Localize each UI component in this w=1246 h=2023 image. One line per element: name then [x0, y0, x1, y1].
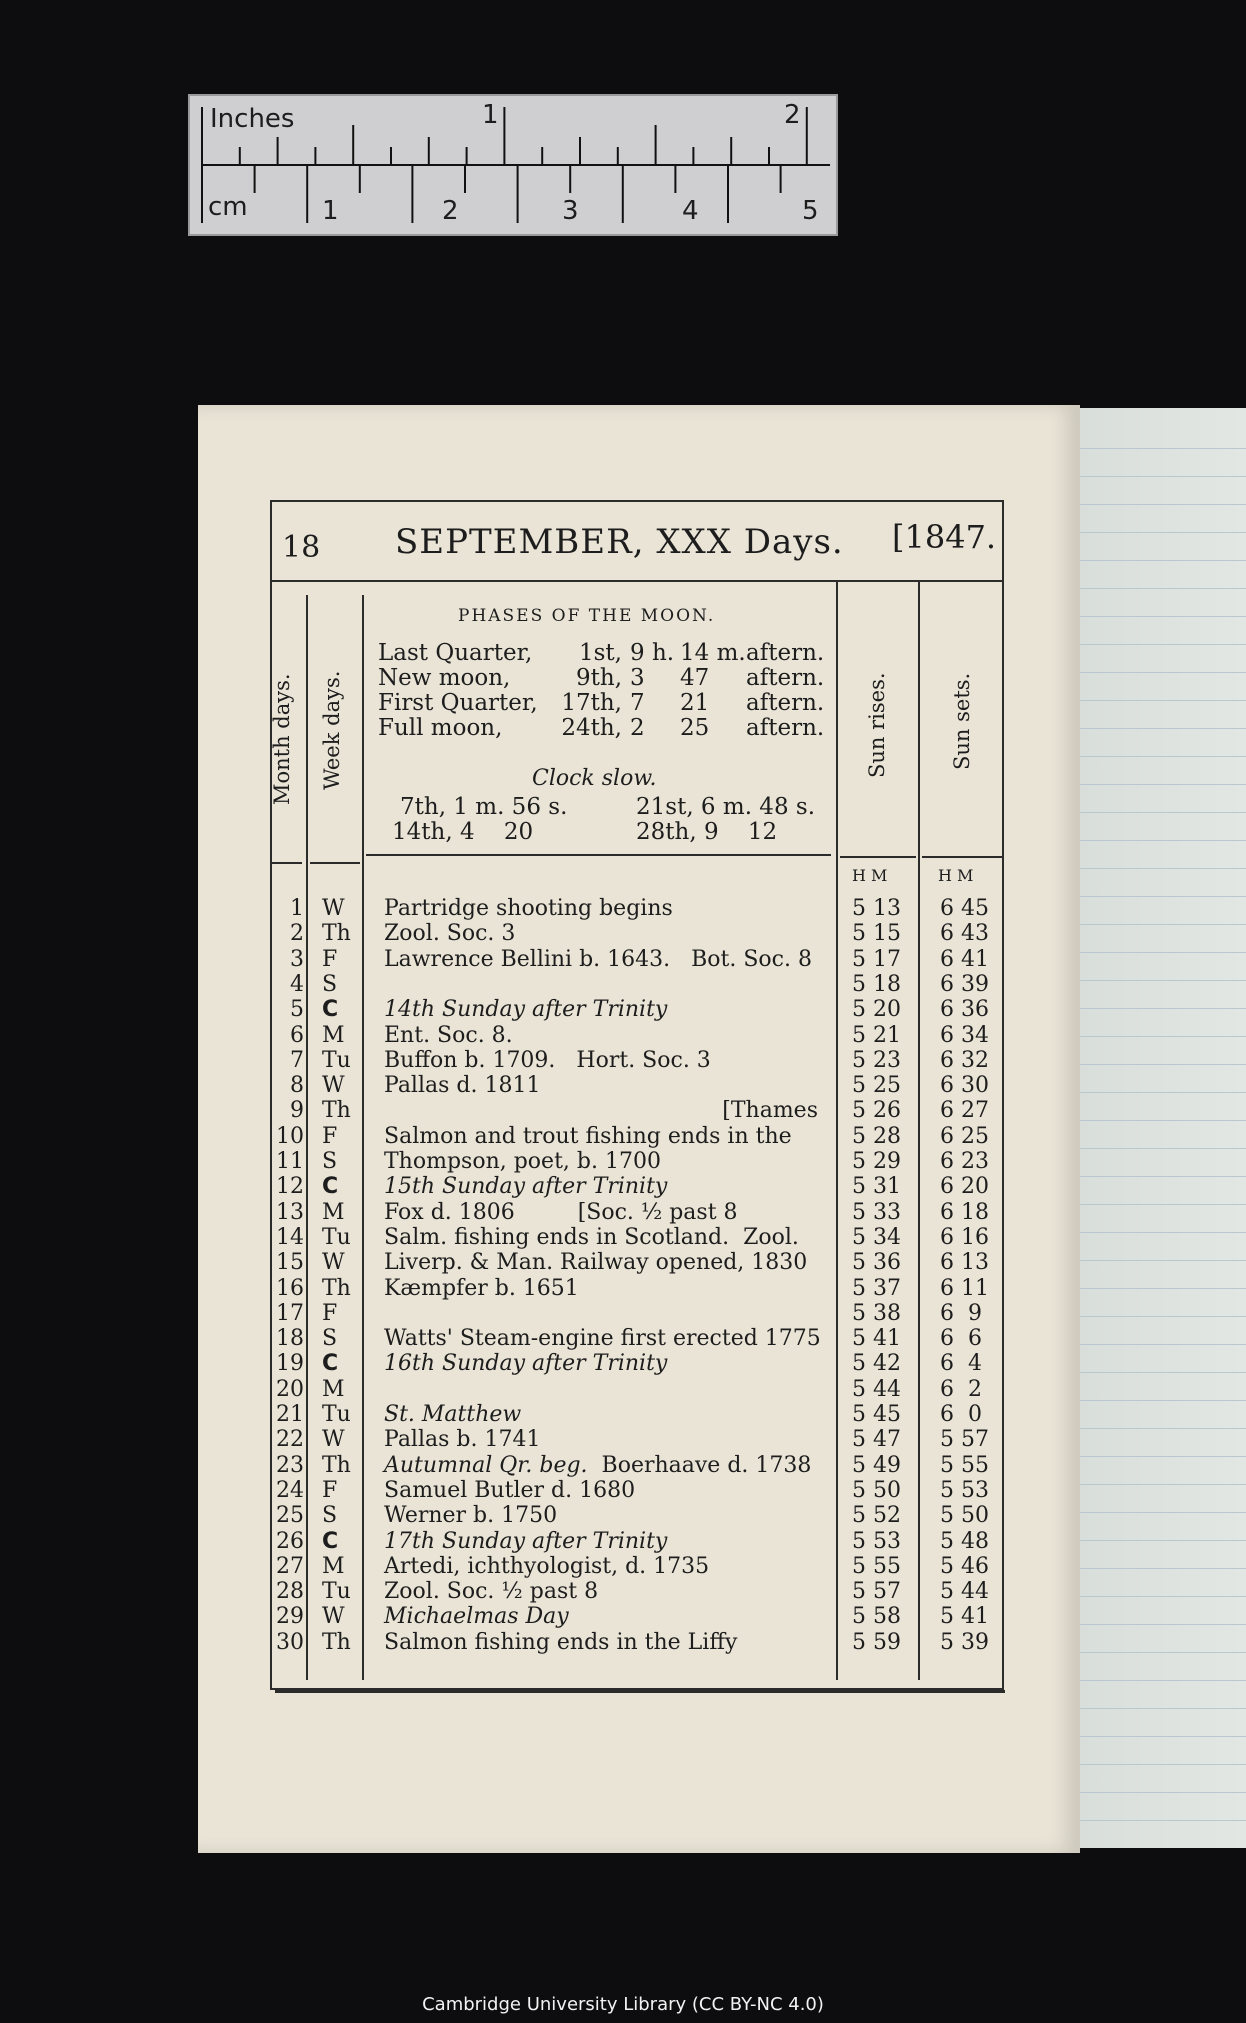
ruled-line	[1058, 1680, 1246, 1681]
ruled-line	[1058, 1064, 1246, 1065]
month-day: 23	[276, 1452, 304, 1478]
inch-number: 2	[784, 100, 801, 130]
sunset-time: 6 4	[940, 1351, 982, 1377]
phase-date: 1st,	[579, 640, 622, 666]
sunset-time: 6 41	[940, 946, 989, 972]
ruled-line	[1058, 1204, 1246, 1205]
sunrise-time: 5 23	[852, 1047, 901, 1073]
sunset-time: 6 13	[940, 1250, 989, 1276]
sun-sets-header: Sun sets.	[950, 672, 974, 770]
week-day: F	[322, 1300, 338, 1326]
sunset-time: 6 34	[940, 1022, 989, 1048]
clock-slow-entry: 7th, 1 m. 56 s.	[400, 794, 568, 820]
ruled-line	[1058, 532, 1246, 533]
sunset-time: 6 43	[940, 921, 989, 947]
month-day: 6	[290, 1022, 304, 1048]
week-day: M	[322, 1022, 345, 1048]
ruled-line	[1058, 784, 1246, 785]
event-text: Salmon fishing ends in the Liffy	[384, 1629, 738, 1655]
sunrise-time: 5 17	[852, 946, 901, 972]
sunrise-time: 5 59	[852, 1629, 901, 1655]
week-day: W	[322, 1073, 345, 1099]
month-day: 16	[276, 1275, 304, 1301]
sunrise-time: 5 31	[852, 1174, 901, 1200]
ruled-line	[1058, 868, 1246, 869]
event-text: Zool. Soc. 3	[384, 921, 516, 947]
sunrise-time: 5 33	[852, 1199, 901, 1225]
sunrise-time: 5 41	[852, 1326, 901, 1352]
week-day: M	[322, 1376, 345, 1402]
scale-ruler	[188, 94, 838, 236]
month-day: 26	[276, 1528, 304, 1554]
sunset-time: 5 46	[940, 1553, 989, 1579]
hm-label: H M	[938, 866, 974, 885]
sunrise-time: 5 44	[852, 1376, 901, 1402]
sunrise-time: 5 25	[852, 1073, 901, 1099]
page-number: 18	[282, 530, 321, 565]
sunrise-time: 5 47	[852, 1427, 901, 1453]
facing-page	[1058, 408, 1246, 1848]
month-day: 20	[276, 1376, 304, 1402]
sunset-time: 6 0	[940, 1402, 982, 1427]
sunset-time: 6 39	[940, 971, 989, 997]
month-day: 27	[276, 1553, 304, 1579]
phase-date: 17th,	[561, 690, 622, 716]
ruled-line	[1058, 980, 1246, 981]
ruled-line	[1058, 1344, 1246, 1345]
ruled-line	[1058, 896, 1246, 897]
sunset-time: 6 6	[940, 1326, 982, 1352]
month-day: 24	[276, 1477, 304, 1503]
event-text: Fox d. 1806 [Soc. ½ past 8	[384, 1199, 738, 1225]
column-divider	[918, 582, 920, 1680]
cm-number: 5	[802, 196, 819, 226]
sunrise-time: 5 36	[852, 1250, 901, 1276]
week-day: S	[322, 971, 338, 997]
ruled-line	[1058, 1624, 1246, 1625]
cm-number: 1	[322, 196, 339, 226]
event-text: Thompson, poet, b. 1700	[384, 1149, 661, 1174]
phase-minute: 47	[680, 665, 710, 691]
sunrise-time: 5 38	[852, 1300, 901, 1326]
event-text: Buffon b. 1709. Hort. Soc. 3	[384, 1047, 711, 1073]
week-day: Tu	[322, 1047, 351, 1073]
sunset-time: 6 36	[940, 997, 989, 1023]
sunset-time: 5 53	[940, 1477, 989, 1503]
month-day: 17	[276, 1300, 304, 1326]
week-day: Tu	[322, 1579, 351, 1605]
event-text: Watts' Steam-engine first erected 1775	[384, 1326, 821, 1352]
sunrise-time: 5 15	[852, 921, 901, 947]
month-day: 10	[276, 1123, 304, 1149]
week-day: W	[322, 896, 345, 921]
event-text: Samuel Butler d. 1680	[384, 1477, 636, 1503]
event-text: Autumnal Qr. beg. Boerhaave d. 1738	[384, 1452, 812, 1478]
sunrise-time: 5 26	[852, 1098, 901, 1124]
week-day: Th	[322, 1098, 351, 1124]
header-underline	[272, 862, 302, 864]
sunset-time: 5 48	[940, 1528, 989, 1554]
ruled-line	[1058, 1652, 1246, 1653]
header-rule	[270, 580, 1004, 582]
ruled-line	[1058, 1400, 1246, 1401]
sunset-time: 6 16	[940, 1224, 989, 1250]
month-day: 18	[276, 1326, 304, 1352]
month-day: 13	[276, 1199, 304, 1225]
phase-time-of-day: aftern.	[746, 690, 825, 716]
ruled-line	[1058, 1540, 1246, 1541]
ruled-line	[1058, 1484, 1246, 1485]
month-day: 2	[290, 921, 304, 947]
event-text: Pallas b. 1741	[384, 1427, 541, 1453]
clock-slow-entry: 28th, 9 12	[636, 819, 778, 845]
month-day: 30	[276, 1629, 304, 1655]
sunrise-time: 5 52	[852, 1503, 901, 1529]
week-day: F	[322, 1123, 338, 1149]
month-day: 15	[276, 1250, 304, 1276]
ruled-line	[1058, 1568, 1246, 1569]
month-day: 21	[276, 1402, 304, 1427]
sunset-time: 5 39	[940, 1629, 989, 1655]
event-text: Liverp. & Man. Railway opened, 1830	[384, 1250, 808, 1276]
event-text: 17th Sunday after Trinity	[384, 1528, 668, 1554]
ruled-line	[1058, 1148, 1246, 1149]
header-underline	[310, 862, 360, 864]
clock-slow-title: Clock slow.	[532, 766, 657, 791]
sunrise-time: 5 34	[852, 1224, 901, 1250]
sunset-time: 6 23	[940, 1149, 989, 1174]
ruled-line	[1058, 728, 1246, 729]
month-day: 29	[276, 1604, 304, 1630]
month-day: 14	[276, 1224, 304, 1250]
sunrise-time: 5 28	[852, 1123, 901, 1149]
phase-time-of-day: aftern.	[746, 715, 825, 741]
ruled-line	[1058, 1512, 1246, 1513]
sunset-time: 5 41	[940, 1604, 989, 1630]
ruled-line	[1058, 1736, 1246, 1737]
week-day: S	[322, 1149, 338, 1174]
ruled-line	[1058, 1456, 1246, 1457]
week-day: F	[322, 1477, 338, 1503]
phase-time-of-day: aftern.	[746, 665, 825, 691]
sunset-time: 5 44	[940, 1579, 989, 1605]
month-day: 25	[276, 1503, 304, 1529]
cm-number: 2	[442, 196, 459, 226]
week-day: W	[322, 1250, 345, 1276]
year-label: [1847.	[892, 518, 997, 556]
ruled-line	[1058, 560, 1246, 561]
ruled-line	[1058, 1288, 1246, 1289]
ruled-line	[1058, 924, 1246, 925]
ruled-line	[1058, 1176, 1246, 1177]
sunrise-time: 5 18	[852, 971, 901, 997]
week-day: S	[322, 1326, 338, 1352]
month-day: 22	[276, 1427, 304, 1453]
phase-minute: 14 m.	[680, 640, 746, 666]
sunrise-time: 5 50	[852, 1477, 901, 1503]
sunrise-time: 5 55	[852, 1553, 901, 1579]
ruled-line	[1058, 448, 1246, 449]
month-day: 8	[290, 1073, 304, 1099]
month-day: 9	[290, 1098, 304, 1124]
month-day: 12	[276, 1174, 304, 1200]
sunrise-time: 5 53	[852, 1528, 901, 1554]
sunset-time: 5 50	[940, 1503, 989, 1529]
ruled-line	[1058, 1596, 1246, 1597]
sunset-time: 5 57	[940, 1427, 989, 1453]
event-text: Lawrence Bellini b. 1643. Bot. Soc. 8	[384, 946, 812, 972]
event-text: Salm. fishing ends in Scotland. Zool.	[384, 1224, 799, 1250]
ruled-line	[1058, 1036, 1246, 1037]
frame-bottom-rule	[275, 1690, 1005, 1693]
event-text: 15th Sunday after Trinity	[384, 1174, 668, 1200]
event-text: Kæmpfer b. 1651	[384, 1275, 579, 1301]
inches-label: Inches	[210, 104, 295, 134]
phase-name: New moon,	[378, 665, 511, 691]
sunset-time: 6 2	[940, 1376, 982, 1402]
phase-name: Full moon,	[378, 715, 503, 741]
sunset-time: 6 20	[940, 1174, 989, 1200]
event-text: 16th Sunday after Trinity	[384, 1351, 668, 1377]
sunset-time: 5 55	[940, 1452, 989, 1478]
sun-rises-header: Sun rises.	[865, 672, 889, 778]
header-underline	[840, 856, 916, 858]
column-divider	[836, 582, 838, 1680]
phases-title: PHASES OF THE MOON.	[458, 606, 716, 626]
week-day: W	[322, 1427, 345, 1453]
week-day: Th	[322, 1629, 351, 1655]
week-day: S	[322, 1503, 338, 1529]
cm-number: 3	[562, 196, 579, 226]
month-day: 4	[290, 971, 304, 997]
week-day: Th	[322, 1452, 351, 1478]
hm-label: H M	[852, 866, 888, 885]
ruled-line	[1058, 1120, 1246, 1121]
cm-label: cm	[208, 192, 248, 222]
phase-hour: 9 h.	[630, 640, 675, 666]
event-text: Artedi, ichthyologist, d. 1735	[384, 1553, 710, 1579]
ruled-line	[1058, 840, 1246, 841]
sunrise-time: 5 42	[852, 1351, 901, 1377]
phase-minute: 21	[680, 690, 710, 716]
phase-name: Last Quarter,	[378, 640, 533, 666]
event-text: Ent. Soc. 8.	[384, 1022, 513, 1048]
event-text: Salmon and trout fishing ends in the	[384, 1123, 792, 1149]
column-divider	[362, 595, 364, 1680]
phase-name: First Quarter,	[378, 690, 538, 716]
ruled-line	[1058, 1008, 1246, 1009]
month-day: 19	[276, 1351, 304, 1377]
phase-hour: 2	[630, 715, 645, 741]
sunrise-time: 5 20	[852, 997, 901, 1023]
ruled-line	[1058, 616, 1246, 617]
header-underline	[922, 856, 1002, 858]
week-day: Tu	[322, 1402, 351, 1427]
ruled-line	[1058, 1316, 1246, 1317]
sunrise-time: 5 13	[852, 896, 901, 921]
sunset-time: 6 32	[940, 1047, 989, 1073]
event-text-continuation: Boerhaave d. 1738	[587, 1452, 812, 1478]
ruled-line	[1058, 1792, 1246, 1793]
column-divider	[306, 595, 308, 1680]
phase-hour: 7	[630, 690, 645, 716]
ruled-line	[1058, 644, 1246, 645]
week-day: Tu	[322, 1224, 351, 1250]
ruled-line	[1058, 1428, 1246, 1429]
sunrise-time: 5 29	[852, 1149, 901, 1174]
sunset-time: 6 30	[940, 1073, 989, 1099]
inch-number: 1	[482, 100, 499, 130]
sunset-time: 6 27	[940, 1098, 989, 1124]
sunset-time: 6 9	[940, 1300, 982, 1326]
clock-slow-entry: 14th, 4 20	[392, 819, 534, 845]
ruled-line	[1058, 588, 1246, 589]
week-day: Th	[322, 921, 351, 947]
ruled-line	[1058, 812, 1246, 813]
event-text: [Thames	[722, 1098, 818, 1124]
phase-date: 9th,	[576, 665, 622, 691]
week-day: M	[322, 1199, 345, 1225]
phase-hour: 3	[630, 665, 645, 691]
month-day: 5	[290, 997, 304, 1023]
sunset-time: 6 25	[940, 1123, 989, 1149]
event-text: Pallas d. 1811	[384, 1073, 541, 1099]
phase-date: 24th,	[561, 715, 622, 741]
ruled-line	[1058, 952, 1246, 953]
ruled-line	[1058, 1708, 1246, 1709]
ruled-line	[1058, 1764, 1246, 1765]
week-day: F	[322, 946, 338, 972]
clock-slow-entry: 21st, 6 m. 48 s.	[636, 794, 816, 820]
sunrise-time: 5 57	[852, 1579, 901, 1605]
ruled-line	[1058, 1372, 1246, 1373]
sunrise-time: 5 37	[852, 1275, 901, 1301]
week-day: C	[322, 1528, 339, 1554]
week-day: Th	[322, 1275, 351, 1301]
event-text: Michaelmas Day	[384, 1604, 569, 1630]
ruled-line	[1058, 504, 1246, 505]
phase-time-of-day: aftern.	[746, 640, 825, 666]
week-day: M	[322, 1553, 345, 1579]
header-underline	[366, 854, 831, 856]
image-credit: Cambridge University Library (CC BY-NC 4.0)	[422, 1994, 824, 2015]
week-day: C	[322, 997, 339, 1023]
month-days-header: Month days.	[270, 673, 294, 805]
page-title: SEPTEMBER, XXX Days.	[395, 522, 844, 562]
month-day: 3	[290, 946, 304, 972]
week-day: C	[322, 1351, 339, 1377]
event-text: 14th Sunday after Trinity	[384, 997, 668, 1023]
sunrise-time: 5 45	[852, 1402, 901, 1427]
sunrise-time: 5 21	[852, 1022, 901, 1048]
ruled-line	[1058, 700, 1246, 701]
ruled-line	[1058, 476, 1246, 477]
week-day: W	[322, 1604, 345, 1630]
event-text: Partridge shooting begins	[384, 896, 673, 921]
sunrise-time: 5 49	[852, 1452, 901, 1478]
event-text: St. Matthew	[384, 1402, 522, 1427]
ruled-line	[1058, 756, 1246, 757]
ruled-line	[1058, 1260, 1246, 1261]
cm-number: 4	[682, 196, 699, 226]
ruled-line	[1058, 1092, 1246, 1093]
ruled-line	[1058, 1820, 1246, 1821]
sunset-time: 6 11	[940, 1275, 989, 1301]
week-days-header: Week days.	[320, 670, 344, 790]
month-day: 7	[290, 1047, 304, 1073]
month-day: 11	[276, 1149, 304, 1174]
event-text: Zool. Soc. ½ past 8	[384, 1579, 599, 1605]
sunset-time: 6 45	[940, 896, 989, 921]
sunrise-time: 5 58	[852, 1604, 901, 1630]
month-day: 1	[290, 896, 304, 921]
ruled-line	[1058, 1232, 1246, 1233]
month-day: 28	[276, 1579, 304, 1605]
week-day: C	[322, 1174, 339, 1200]
phase-minute: 25	[680, 715, 710, 741]
sunset-time: 6 18	[940, 1199, 989, 1225]
ruled-line	[1058, 672, 1246, 673]
event-text: Werner b. 1750	[384, 1503, 558, 1529]
